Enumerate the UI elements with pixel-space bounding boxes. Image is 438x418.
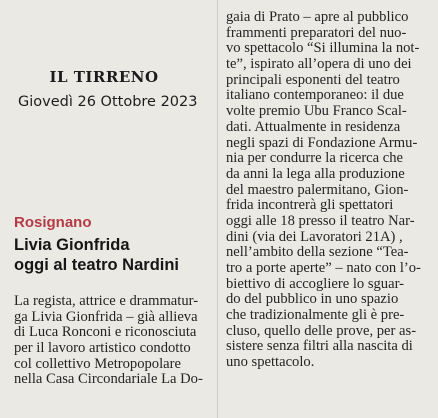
- body-line: frammenti preparatori del nuo-: [226, 24, 407, 41]
- body-line: di Luca Ronconi e riconosciuta: [14, 324, 197, 341]
- headline-line: oggi al teatro Nardini: [14, 256, 180, 274]
- publication-date: Giovedì 26 Ottobre 2023: [18, 94, 198, 110]
- body-line: sistere senza filtri alla nascita di: [226, 338, 413, 355]
- body-line: uno spettacolo.: [226, 354, 315, 371]
- body-line: volte premio Ubu Franco Scal-: [226, 103, 407, 120]
- article-headline: [14, 235, 214, 275]
- body-line: tro a porte aperte” – nato con l’o-: [226, 260, 421, 276]
- body-line: dati. Attualmente in residenza: [226, 118, 401, 135]
- newspaper-masthead: IL TIRRENO: [49, 68, 159, 86]
- article-body-right-column: [226, 10, 421, 371]
- body-line: da anni la lega alla produzione: [226, 165, 405, 182]
- body-line: nell’ambito della sezione “Tea-: [226, 244, 409, 261]
- body-line: La regista, attrice e drammatur-: [14, 293, 199, 309]
- body-line: biettivo di accogliere lo sguar-: [226, 275, 405, 292]
- body-line: oggi alle 18 presso il teatro Nar-: [226, 212, 415, 229]
- body-line: do del pubblico in uno spazio: [226, 291, 399, 308]
- body-line: dini (via dei Lavoratori 21A) ,: [226, 228, 403, 245]
- article-body-left-column: [14, 294, 203, 388]
- body-line: gaia di Prato – apre al pubblico: [226, 9, 409, 25]
- column-divider: [217, 0, 218, 418]
- body-line: italiano contemporaneo: il due: [226, 87, 404, 104]
- body-line: principali esponenti del teatro: [226, 71, 400, 88]
- body-line: col collettivo Metropopolare: [14, 355, 181, 372]
- body-line: te”, ispirato all’opera di uno dei: [226, 56, 412, 73]
- body-line: nella Casa Circondariale La Do-: [14, 371, 203, 388]
- headline-line: Livia Gionfrida: [14, 236, 130, 254]
- body-line: del maestro palermitano, Gion-: [226, 181, 409, 198]
- body-line: nia per condurre la ricerca che: [226, 150, 404, 167]
- body-line: ga Livia Gionfrida – già allieva: [14, 308, 198, 325]
- body-line: per il lavoro artistico condotto: [14, 340, 191, 357]
- body-line: che tradizionalmente gli è pre-: [226, 307, 405, 324]
- body-line: frida incontrerà gli spettatori: [226, 197, 394, 214]
- body-line: cluso, quello delle prove, per as-: [226, 322, 417, 339]
- article-kicker: Rosignano: [14, 214, 92, 231]
- body-line: vo spettacolo “Si illumina la not-: [226, 40, 420, 57]
- body-line: negli spazi di Fondazione Armu-: [226, 134, 418, 151]
